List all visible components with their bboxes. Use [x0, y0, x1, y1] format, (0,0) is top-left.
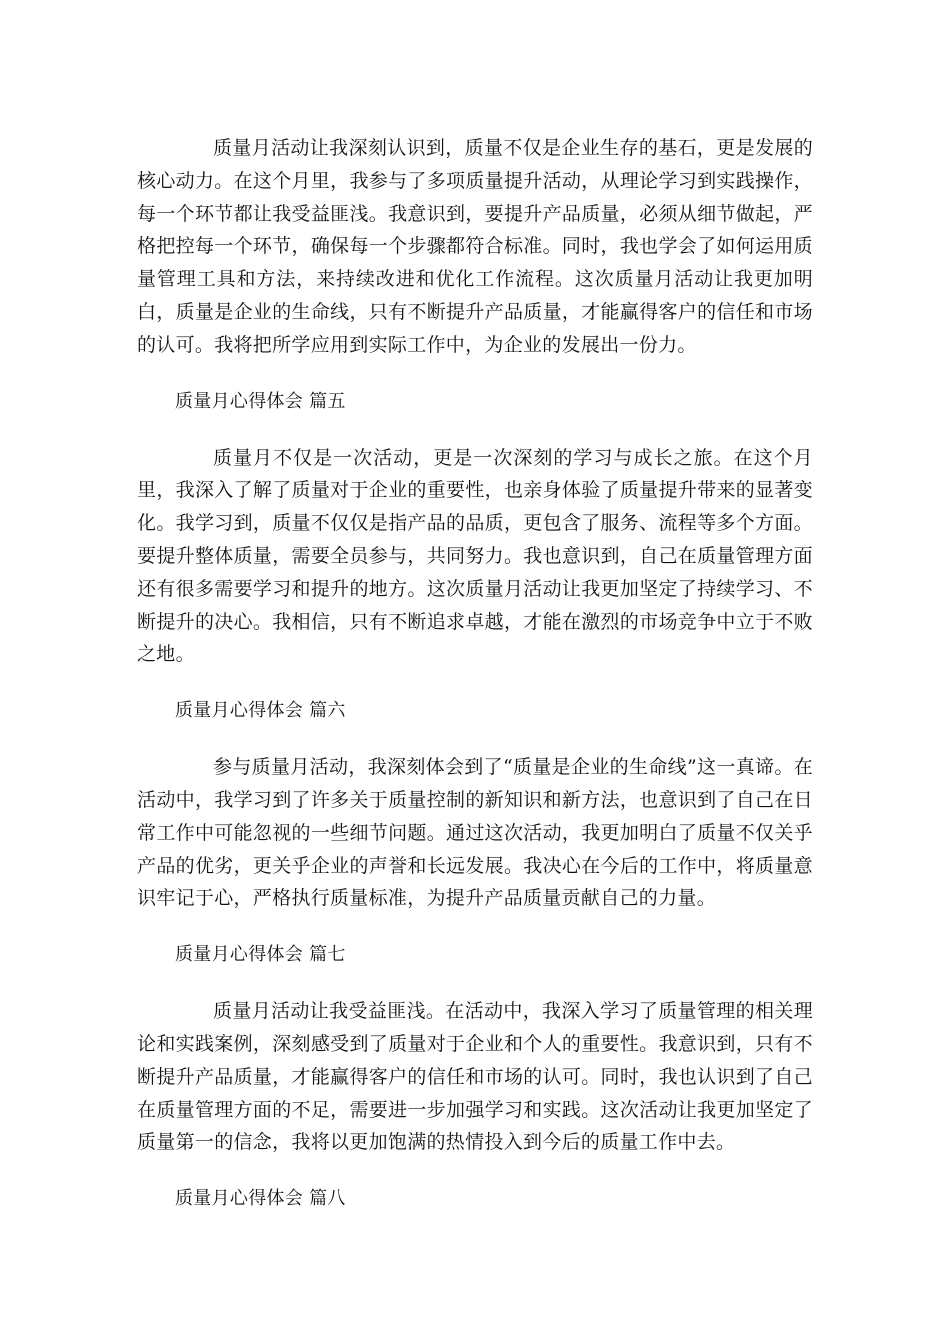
- spacer: [137, 1159, 813, 1183]
- spacer: [137, 362, 813, 386]
- spacer: [137, 915, 813, 939]
- spacer: [137, 727, 813, 751]
- section-heading-8: 质量月心得体会 篇八: [175, 1188, 346, 1210]
- spacer: [137, 971, 813, 995]
- paragraph-7: 质量月活动让我受益匪浅。在活动中，我深入学习了质量管理的相关理论和实践案例，深刻感受到了质量对于企业和个人的重要性。我意识到，只有不断提升产品质量，才能赢得客户的信任和市场的认可。同时，我也认识到了自己在质量管理方面的不足，需要进一步加强学习和实践。这次活动让我更加坚定了质量第一的信念，我将以更加饱满的热情投入到今后的质量工作中去。: [137, 1000, 813, 1154]
- paragraph-5: 质量月不仅是一次活动，更是一次深刻的学习与成长之旅。在这个月里，我深入了解了质量对于企业的重要性，也亲身体验了质量提升带来的显著变化。我学习到，质量不仅仅是指产品的品质，更包含了服务、流程等多个方面。要提升整体质量，需要全员参与，共同努力。我也意识到，自己在质量管理方面还有很多需要学习和提升的地方。这次质量月活动让我更加坚定了持续学习、不断提升的决心。我相信，只有不断追求卓越，才能在激烈的市场竞争中立于不败之地。: [137, 446, 813, 666]
- section-heading-6: 质量月心得体会 篇六: [175, 700, 346, 722]
- document-body: [137, 132, 813, 1215]
- paragraph-1: 质量月活动让我深刻认识到，质量不仅是企业生存的基石，更是发展的核心动力。在这个月里，我参与了多项质量提升活动，从理论学习到实践操作，每一个环节都让我受益匪浅。我意识到，要提升产品质量，必须从细节做起，严格把控每一个环节，确保每一个步骤都符合标准。同时，我也学会了如何运用质量管理工具和方法，来持续改进和优化工作流程。这次质量月活动让我更加明白，质量是企业的生命线，只有不断提升产品质量，才能赢得客户的信任和市场的认可。我将把所学应用到实际工作中，为企业的发展出一份力。: [137, 137, 813, 356]
- section-heading-7: 质量月心得体会 篇七: [175, 944, 346, 966]
- section-heading-5: 质量月心得体会 篇五: [175, 390, 346, 412]
- spacer: [137, 418, 813, 442]
- paragraph-6: 参与质量月活动，我深刻体会到了“质量是企业的生命线”这一真谛。在活动中，我学习到了许多关于质量控制的新知识和新方法，也意识到了自己在日常工作中可能忽视的一些细节问题。通过这次活动，我更加明白了质量不仅关乎产品的优劣，更关乎企业的声誉和长远发展。我决心在今后的工作中，将质量意识牢记于心，严格执行质量标准，为提升产品质量贡献自己的力量。: [137, 756, 813, 910]
- spacer: [137, 671, 813, 695]
